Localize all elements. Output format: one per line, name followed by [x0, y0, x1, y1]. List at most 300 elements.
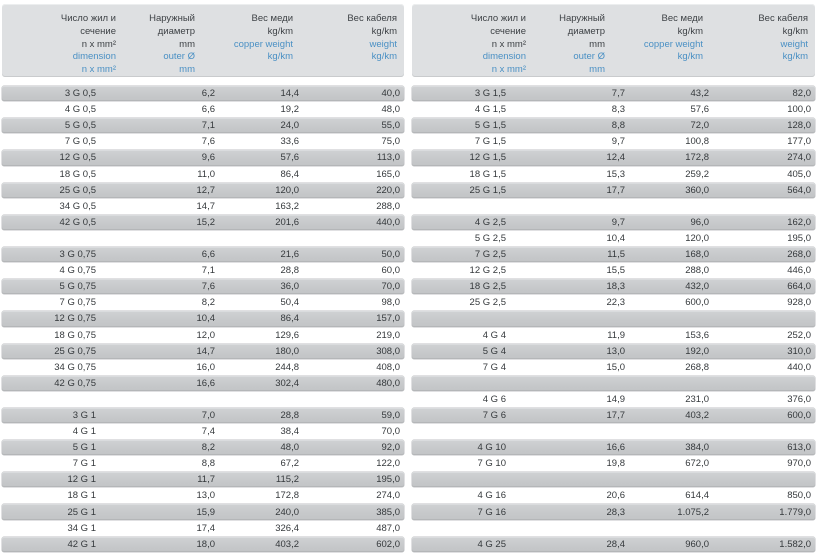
header-label-ru: Вес меди: [661, 13, 703, 24]
cell-copper-weight: 1.075,2: [677, 506, 709, 518]
row-slot: [2, 247, 404, 263]
row-slot: [2, 295, 404, 311]
cell-dimension: 7 G 16: [477, 506, 506, 518]
cell-cable-weight: 92,0: [381, 442, 400, 454]
cell-cable-weight: 310,0: [787, 345, 811, 357]
table-row: [412, 134, 815, 149]
cell-copper-weight: 36,0: [280, 281, 299, 293]
cell-outer-diameter: 6,2: [201, 88, 215, 100]
header-cell-cable-weight: [712, 13, 815, 77]
cell-cable-weight: 487,0: [376, 522, 400, 534]
cell-copper-weight: 268,8: [685, 361, 709, 373]
cell-dimension: 4 G 0,75: [59, 265, 96, 277]
cell-cable-weight: 602,0: [376, 538, 400, 550]
cell-outer-diameter: 7,1: [201, 120, 215, 132]
row-slot: [412, 263, 815, 279]
cell-copper-weight: 432,0: [685, 281, 709, 293]
table-row: [2, 279, 404, 294]
table-row: [2, 134, 404, 149]
cell-cable-weight: 308,0: [376, 345, 400, 357]
row-slot: [2, 327, 404, 343]
cell-cable-weight: 98,0: [381, 297, 400, 309]
cell-dimension: 34 G 0,5: [59, 200, 96, 212]
table-row: [2, 183, 404, 198]
cell-copper-weight: 201,6: [275, 216, 299, 228]
header-label-en: outer Ø: [163, 51, 195, 63]
cell-outer-diameter: 16,0: [196, 361, 215, 373]
table-row: [2, 166, 404, 181]
cell-copper-weight: 288,0: [685, 265, 709, 277]
header-label-ru: Вес кабеля: [347, 13, 397, 24]
row-slot: [2, 102, 404, 118]
cell-copper-weight: 86,4: [280, 168, 299, 180]
cell-outer-diameter: 22,3: [606, 297, 625, 309]
row-slot: [2, 279, 404, 295]
cell-dimension: 4 G 10: [477, 442, 506, 454]
cell-dimension: 3 G 0,75: [59, 249, 96, 261]
header-label-ru: диаметр: [567, 25, 605, 37]
cell-copper-weight: 28,8: [280, 409, 299, 421]
table-row: [412, 215, 815, 230]
cell-dimension: 5 G 0,75: [59, 281, 96, 293]
header-cell-copper-weight: [220, 13, 302, 77]
cell-dimension: 12 G 2,5: [469, 265, 506, 277]
cell-dimension: 7 G 1: [72, 458, 96, 470]
cell-cable-weight: 274,0: [787, 152, 811, 164]
cell-dimension: 25 G 1,5: [469, 184, 506, 196]
header-cell-cable-weight: [302, 13, 404, 77]
cell-dimension: 12 G 0,75: [54, 313, 96, 325]
header-label-ru: n x mm²: [81, 38, 116, 50]
cell-dimension: 4 G 16: [477, 490, 506, 502]
spacer-row: [412, 472, 815, 487]
cell-outer-diameter: 11,7: [197, 474, 215, 486]
cell-dimension: 4 G 6: [482, 393, 506, 405]
cell-dimension: 18 G 2,5: [469, 281, 506, 293]
table-row: [2, 311, 404, 326]
cell-dimension: 25 G 0,5: [59, 184, 96, 196]
table-row: [2, 118, 404, 133]
cell-outer-diameter: 16,6: [606, 442, 625, 454]
row-slot: [412, 247, 815, 263]
cell-outer-diameter: 18,3: [606, 281, 625, 293]
table-row: [2, 263, 404, 278]
cell-outer-diameter: 7,6: [201, 136, 215, 148]
cell-copper-weight: 360,0: [685, 184, 709, 196]
cell-cable-weight: 928,0: [787, 297, 811, 309]
row-slot: [412, 392, 815, 408]
cell-cable-weight: 252,0: [787, 329, 811, 341]
row-slot: [2, 215, 404, 231]
cell-outer-diameter: 7,7: [611, 88, 625, 100]
row-slot: [412, 102, 815, 118]
table-header: [412, 4, 815, 77]
cell-cable-weight: 613,0: [787, 442, 811, 454]
header-label-ru: kg/km: [267, 25, 293, 37]
cell-outer-diameter: 7,6: [201, 281, 215, 293]
cell-cable-weight: 288,0: [376, 200, 400, 212]
cell-dimension: 3 G 1: [72, 409, 96, 421]
cell-copper-weight: 960,0: [685, 538, 709, 550]
cell-outer-diameter: 6,6: [201, 104, 215, 116]
cell-cable-weight: 60,0: [381, 265, 400, 277]
cell-outer-diameter: 20,6: [606, 490, 625, 502]
table-row: [2, 376, 404, 391]
spacer-row: [412, 376, 815, 391]
header-label-ru: Число жил и: [470, 13, 526, 24]
cell-cable-weight: 122,0: [376, 458, 400, 470]
cell-outer-diameter: 17,7: [606, 184, 625, 196]
cell-cable-weight: 70,0: [381, 281, 400, 293]
table-row: [2, 247, 404, 262]
cell-dimension: 7 G 0,75: [59, 297, 96, 309]
cell-outer-diameter: 8,2: [201, 442, 215, 454]
cell-copper-weight: 28,8: [280, 265, 299, 277]
row-slot: [2, 408, 404, 424]
cell-outer-diameter: 7,1: [201, 265, 215, 277]
cell-cable-weight: 177,0: [787, 136, 811, 148]
row-slot: [2, 311, 404, 327]
table-header: [2, 4, 404, 77]
table-row: [412, 279, 815, 294]
cell-dimension: 42 G 1: [67, 538, 96, 550]
header-cell-dimension: [412, 13, 532, 77]
table-row: [2, 199, 404, 214]
row-slot: [2, 504, 404, 520]
cell-dimension: 34 G 1: [67, 522, 96, 534]
row-slot: [412, 424, 815, 440]
cell-cable-weight: 850,0: [787, 490, 811, 502]
table-row: [412, 456, 815, 471]
cell-outer-diameter: 8,3: [611, 104, 625, 116]
table-row: [2, 537, 404, 552]
cell-cable-weight: 165,0: [376, 168, 400, 180]
cell-cable-weight: 376,0: [787, 393, 811, 405]
cell-dimension: 12 G 1: [67, 474, 96, 486]
cell-copper-weight: 57,6: [280, 152, 299, 164]
cell-dimension: 7 G 2,5: [474, 249, 506, 261]
header-label-ru: Наружный: [149, 13, 195, 24]
cell-dimension: 12 G 0,5: [59, 152, 96, 164]
row-slot: [2, 134, 404, 150]
row-slot: [2, 456, 404, 472]
header-label-en: n x mm²: [491, 64, 526, 76]
cell-dimension: 42 G 0,5: [59, 216, 96, 228]
cell-copper-weight: 96,0: [690, 216, 709, 228]
cell-outer-diameter: 8,8: [201, 458, 215, 470]
row-slot: [412, 537, 815, 553]
cell-dimension: 18 G 1,5: [469, 168, 506, 180]
cell-cable-weight: 268,0: [787, 249, 811, 261]
cell-copper-weight: 403,2: [275, 538, 299, 550]
cell-copper-weight: 67,2: [280, 458, 299, 470]
cell-copper-weight: 259,2: [685, 168, 709, 180]
table-row: [412, 408, 815, 423]
cell-copper-weight: 43,2: [690, 88, 709, 100]
row-slot: [412, 456, 815, 472]
cell-outer-diameter: 17,4: [196, 522, 215, 534]
header-label-ru: n x mm²: [491, 38, 526, 50]
row-slot: [412, 488, 815, 504]
cell-copper-weight: 180,0: [275, 345, 299, 357]
table-row: [412, 344, 815, 359]
row-slot: [412, 199, 815, 215]
table-row: [412, 440, 815, 455]
cell-outer-diameter: 28,4: [606, 538, 625, 550]
cell-copper-weight: 57,6: [690, 104, 709, 116]
cell-cable-weight: 446,0: [787, 265, 811, 277]
cell-dimension: 25 G 1: [67, 506, 96, 518]
cell-cable-weight: 274,0: [376, 490, 400, 502]
cell-cable-weight: 195,0: [787, 232, 811, 244]
cell-outer-diameter: 14,7: [196, 200, 215, 212]
cell-outer-diameter: 7,0: [201, 409, 215, 421]
cell-copper-weight: 240,0: [275, 506, 299, 518]
row-slot: [2, 360, 404, 376]
cell-outer-diameter: 6,6: [201, 249, 215, 261]
cell-outer-diameter: 9,7: [611, 136, 625, 148]
cell-copper-weight: 21,6: [280, 249, 299, 261]
header-label-en: copper weight: [233, 38, 293, 50]
cell-cable-weight: 220,0: [376, 184, 400, 196]
cell-cable-weight: 219,0: [376, 329, 400, 341]
cell-outer-diameter: 15,0: [606, 361, 625, 373]
header-label-ru: kg/km: [677, 25, 703, 37]
cell-outer-diameter: 13,0: [196, 490, 215, 502]
cell-outer-diameter: 9,6: [201, 152, 215, 164]
cell-outer-diameter: 10,4: [606, 232, 625, 244]
table-row: [2, 472, 404, 487]
table-row: [412, 327, 815, 342]
cell-dimension: 4 G 1: [72, 426, 96, 438]
cell-copper-weight: 600,0: [685, 297, 709, 309]
cell-outer-diameter: 15,9: [196, 506, 215, 518]
cell-cable-weight: 385,0: [376, 506, 400, 518]
header-cell-copper-weight: [630, 13, 712, 77]
cell-cable-weight: 157,0: [376, 313, 400, 325]
cell-outer-diameter: 8,8: [611, 120, 625, 132]
cell-cable-weight: 75,0: [381, 136, 400, 148]
row-slot: [412, 215, 815, 231]
cell-copper-weight: 19,2: [280, 104, 299, 116]
table-row: [412, 86, 815, 101]
cell-copper-weight: 120,0: [685, 232, 709, 244]
row-slot: [412, 521, 815, 537]
cell-cable-weight: 40,0: [381, 88, 400, 100]
cell-copper-weight: 302,4: [275, 377, 299, 389]
cell-copper-weight: 14,4: [280, 88, 299, 100]
row-slot: [2, 472, 404, 488]
cell-dimension: 7 G 4: [482, 361, 506, 373]
cell-cable-weight: 55,0: [381, 120, 400, 132]
cell-outer-diameter: 15,5: [606, 265, 625, 277]
cell-outer-diameter: 19,8: [606, 458, 625, 470]
cell-copper-weight: 403,2: [685, 409, 709, 421]
cell-outer-diameter: 12,4: [606, 152, 625, 164]
cell-cable-weight: 195,0: [376, 474, 400, 486]
cell-cable-weight: 564,0: [787, 184, 811, 196]
cell-copper-weight: 672,0: [685, 458, 709, 470]
cell-outer-diameter: 14,9: [606, 393, 625, 405]
row-slot: [412, 118, 815, 134]
cell-dimension: 34 G 0,75: [54, 361, 96, 373]
table-row: [412, 537, 815, 552]
cell-cable-weight: 600,0: [787, 409, 811, 421]
table-row: [2, 488, 404, 503]
table-row: [412, 166, 815, 181]
header-label-en: copper weight: [643, 38, 703, 50]
row-slot: [2, 231, 404, 247]
cell-outer-diameter: 15,3: [606, 168, 625, 180]
cell-copper-weight: 614,4: [685, 490, 709, 502]
row-slot: [2, 424, 404, 440]
cell-cable-weight: 128,0: [787, 120, 811, 132]
header-label-ru: диаметр: [157, 25, 195, 37]
cell-copper-weight: 192,0: [685, 345, 709, 357]
cell-copper-weight: 24,0: [280, 120, 299, 132]
cell-outer-diameter: 18,0: [196, 538, 215, 550]
cell-outer-diameter: 10,4: [196, 313, 215, 325]
cell-cable-weight: 50,0: [381, 249, 400, 261]
cell-dimension: 7 G 10: [477, 458, 506, 470]
header-label-ru: kg/km: [371, 25, 397, 37]
cell-dimension: 5 G 1,5: [474, 120, 506, 132]
cell-copper-weight: 129,6: [275, 329, 299, 341]
table-row: [412, 504, 815, 519]
table-row: [2, 295, 404, 310]
cell-outer-diameter: 15,2: [196, 216, 215, 228]
table-row: [2, 327, 404, 342]
header-label-ru: kg/km: [782, 25, 808, 37]
cell-cable-weight: 1.779,0: [779, 506, 811, 518]
table-rows: [412, 86, 815, 553]
cell-copper-weight: 326,4: [275, 522, 299, 534]
cell-dimension: 5 G 0,5: [64, 120, 96, 132]
row-slot: [2, 440, 404, 456]
header-label-ru: mm: [179, 38, 195, 50]
cell-copper-weight: 100,8: [685, 136, 709, 148]
header-label-en: kg/km: [677, 51, 703, 63]
header-label-en: weight: [780, 38, 808, 50]
table-row: [2, 150, 404, 165]
header-cell-dimension: [2, 13, 122, 77]
header-label-en: outer Ø: [573, 51, 605, 63]
cell-cable-weight: 440,0: [376, 216, 400, 228]
row-slot: [2, 376, 404, 392]
table-row: [2, 504, 404, 519]
cell-dimension: 4 G 4: [482, 329, 506, 341]
cell-dimension: 3 G 0,5: [64, 88, 96, 100]
header-label-en: kg/km: [267, 51, 293, 63]
cell-dimension: 4 G 0,5: [64, 104, 96, 116]
table-row: [412, 118, 815, 133]
cell-copper-weight: 168,0: [685, 249, 709, 261]
table-row: [2, 344, 404, 359]
cell-copper-weight: 120,0: [275, 184, 299, 196]
row-slot: [412, 295, 815, 311]
row-slot: [412, 408, 815, 424]
row-slot: [412, 231, 815, 247]
table-row: [2, 456, 404, 471]
header-label-ru: Наружный: [559, 13, 605, 24]
cell-cable-weight: 162,0: [787, 216, 811, 228]
table-row: [2, 521, 404, 536]
cell-outer-diameter: 11,9: [607, 329, 625, 341]
row-slot: [2, 521, 404, 537]
row-slot: [2, 199, 404, 215]
cell-dimension: 4 G 25: [477, 538, 506, 550]
cell-cable-weight: 408,0: [376, 361, 400, 373]
cell-copper-weight: 163,2: [275, 200, 299, 212]
cell-outer-diameter: 17,7: [606, 409, 625, 421]
table-row: [412, 392, 815, 407]
row-slot: [2, 118, 404, 134]
table-rows: [2, 86, 404, 553]
cell-dimension: 3 G 1,5: [474, 88, 506, 100]
header-cell-outer-diameter: [532, 13, 630, 77]
header-label-ru: mm: [589, 38, 605, 50]
cell-outer-diameter: 28,3: [606, 506, 625, 518]
header-label-ru: Вес кабеля: [758, 13, 808, 24]
cell-dimension: 7 G 1,5: [474, 136, 506, 148]
row-slot: [412, 134, 815, 150]
table-row: [412, 360, 815, 375]
header-label-en: mm: [179, 64, 195, 76]
cell-dimension: 4 G 2,5: [474, 216, 506, 228]
header-label-ru: Вес меди: [251, 13, 293, 24]
cell-outer-diameter: 7,4: [201, 426, 215, 438]
cell-copper-weight: 38,4: [280, 426, 299, 438]
spacer-row: [412, 521, 815, 536]
cell-copper-weight: 33,6: [280, 136, 299, 148]
row-slot: [412, 150, 815, 166]
cable-table-right: [412, 4, 815, 553]
cell-dimension: 42 G 0,75: [54, 377, 96, 389]
row-slot: [412, 166, 815, 182]
spacer-row: [412, 424, 815, 439]
cell-cable-weight: 48,0: [381, 104, 400, 116]
header-label-ru: сечение: [490, 25, 526, 37]
cell-copper-weight: 48,0: [280, 442, 299, 454]
cell-outer-diameter: 16,6: [196, 377, 215, 389]
table-row: [412, 488, 815, 503]
cell-copper-weight: 384,0: [685, 442, 709, 454]
table-row: [2, 360, 404, 375]
cell-dimension: 25 G 0,75: [54, 345, 96, 357]
cell-dimension: 4 G 1,5: [474, 104, 506, 116]
row-slot: [412, 472, 815, 488]
cell-copper-weight: 86,4: [280, 313, 299, 325]
row-slot: [2, 537, 404, 553]
cell-outer-diameter: 9,7: [611, 216, 625, 228]
cell-copper-weight: 244,8: [275, 361, 299, 373]
cell-dimension: 18 G 0,75: [54, 329, 96, 341]
cell-copper-weight: 231,0: [685, 393, 709, 405]
row-slot: [2, 86, 404, 102]
cell-dimension: 18 G 0,5: [59, 168, 96, 180]
cell-outer-diameter: 11,0: [197, 168, 215, 180]
cell-dimension: 5 G 2,5: [474, 232, 506, 244]
cell-cable-weight: 70,0: [381, 426, 400, 438]
row-slot: [412, 311, 815, 327]
cell-cable-weight: 970,0: [787, 458, 811, 470]
header-label-ru: Число жил и: [60, 13, 116, 24]
table-row: [2, 408, 404, 423]
cell-cable-weight: 100,0: [787, 104, 811, 116]
cell-outer-diameter: 11,5: [607, 249, 625, 261]
cell-outer-diameter: 14,7: [196, 345, 215, 357]
cell-cable-weight: 113,0: [376, 152, 400, 164]
